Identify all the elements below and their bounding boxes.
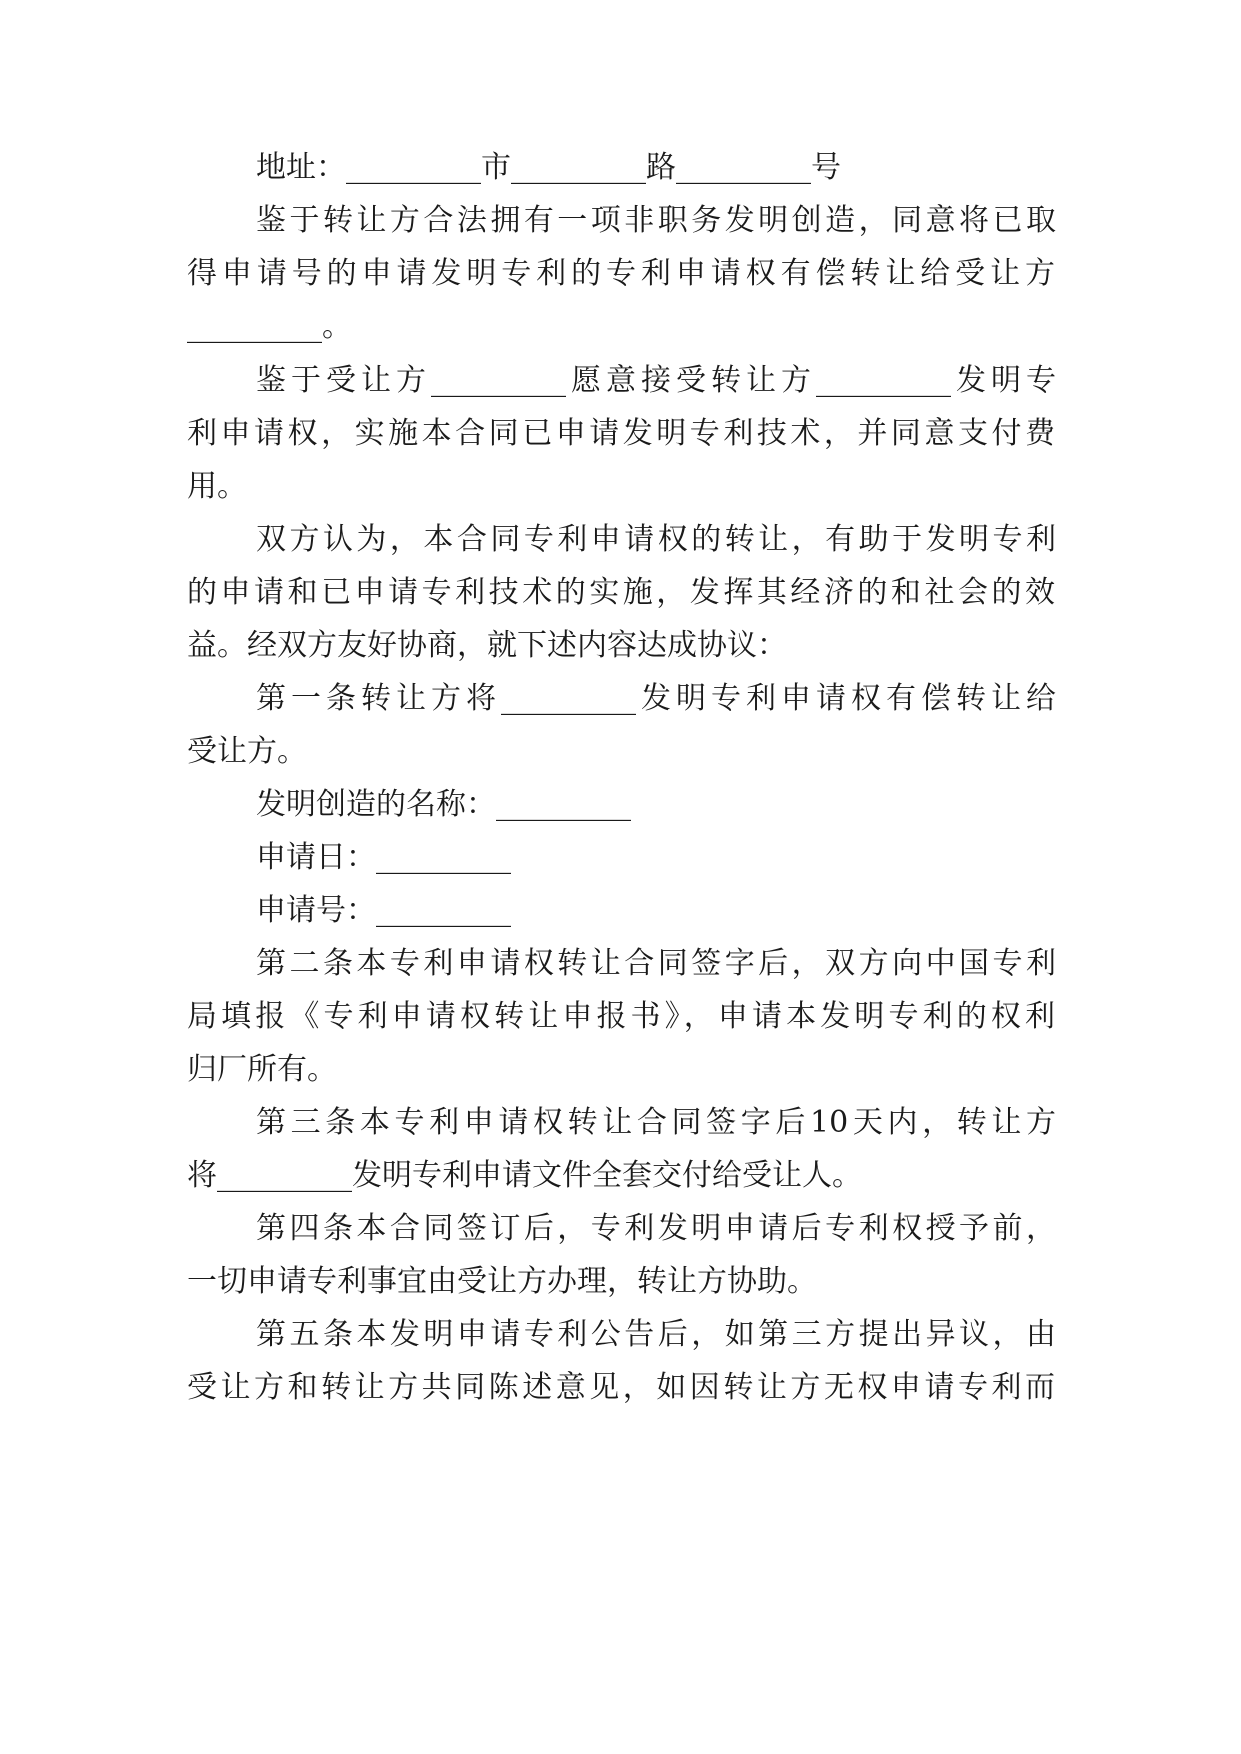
text-line: 将_________发明专利申请文件全套交付给受让人。: [187, 1158, 862, 1193]
article-5-line: 第五条本发明申请专利公告后，如第三方提出异议，由: [256, 1317, 1056, 1352]
application-number-line: 申请号：_________: [256, 893, 511, 928]
text-line: _________。: [187, 309, 352, 344]
invention-name-line: 发明创造的名称：_________: [256, 787, 631, 822]
text-line: 归厂所有。: [187, 1052, 337, 1087]
text-line: 一切申请专利事宜由受让方办理，转让方协助。: [187, 1264, 817, 1299]
article-1-line: 第一条转让方将_________发明专利申请权有偿转让给: [256, 681, 1056, 716]
text-line: 用。: [187, 469, 247, 504]
text-line: 鉴于受让方_________愿意接受转让方_________发明专: [256, 363, 1056, 398]
article-4-line: 第四条本合同签订后，专利发明申请后专利权授予前，: [256, 1211, 1056, 1246]
article-2-line: 第二条本专利申请权转让合同签字后，双方向中国专利: [256, 946, 1056, 981]
text-line: 利申请权，实施本合同已申请发明专利技术，并同意支付费: [187, 416, 1055, 451]
text-line: 双方认为，本合同专利申请权的转让，有助于发明专利: [256, 522, 1056, 557]
text-line: 鉴于转让方合法拥有一项非职务发明创造，同意将已取: [256, 203, 1056, 238]
text-line: 得申请号的申请发明专利的专利申请权有偿转让给受让方: [187, 256, 1055, 291]
text-line: 受让方和转让方共同陈述意见，如因转让方无权申请专利而: [187, 1370, 1055, 1405]
application-date-line: 申请日：_________: [256, 840, 511, 875]
text-line: 受让方。: [187, 734, 307, 769]
text-line: 局填报《专利申请权转让申报书》，申请本发明专利的权利: [187, 999, 1055, 1034]
text-line: 益。经双方友好协商，就下述内容达成协议：: [187, 628, 787, 663]
text-line: 的申请和已申请专利技术的实施，发挥其经济的和社会的效: [187, 575, 1055, 610]
article-3-line: 第三条本专利申请权转让合同签字后10天内，转让方: [256, 1105, 1056, 1140]
address-line: 地址：_________市_________路_________号: [256, 150, 841, 185]
